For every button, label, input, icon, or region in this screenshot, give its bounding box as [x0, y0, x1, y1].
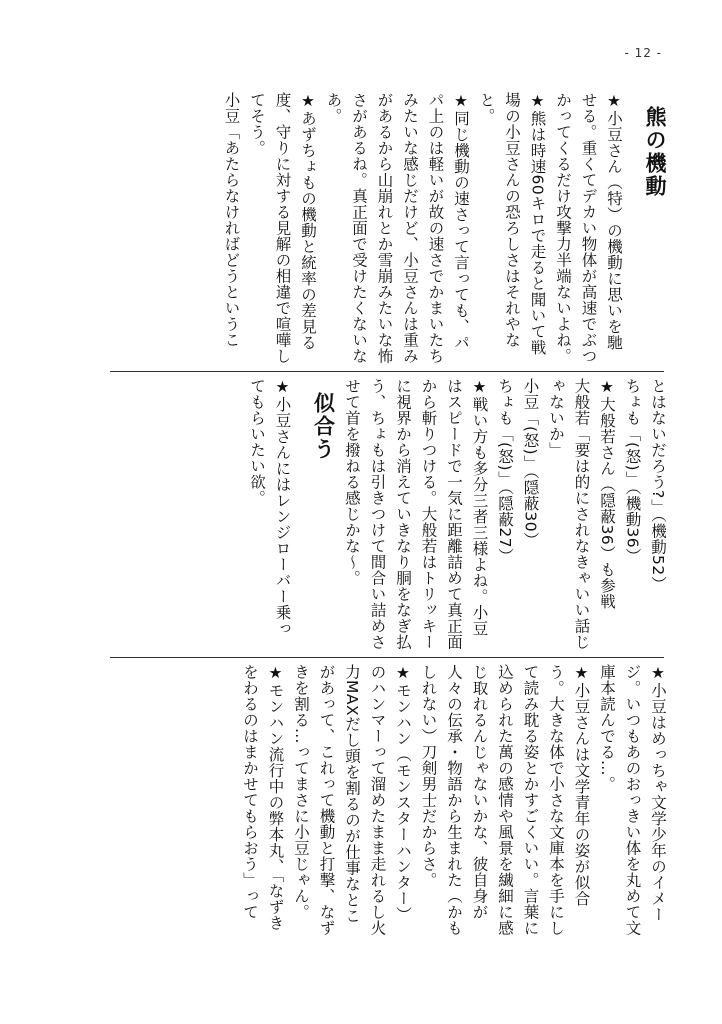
paragraph: ★あずちょもの機動と統率の差見る度、守りに対する見解の相違で喧嘩してそう。 [248, 92, 317, 364]
paragraph: ★小豆はめっちゃ文学少年のイメージ。いつもあのおっきい体を丸めて文庫本読んでる…。 [598, 664, 667, 936]
paragraph: ★大般若さん（隠蔽36）も参戦 [598, 378, 616, 610]
tier-2-text [110, 378, 670, 650]
tier-3 [110, 664, 670, 936]
paragraph: ちょも「(怒)」（機動36） [623, 378, 642, 565]
paragraph: とはないだろう?」（機動52） [649, 378, 667, 592]
tier-1 [110, 92, 670, 364]
paragraph: 大般若「要は的にされなきゃいい話じゃないか」 [547, 378, 591, 650]
tier-2 [110, 378, 670, 650]
paragraph: 小豆「(怒)」（隠蔽30） [521, 378, 540, 549]
paragraph: ちょも「(怒)」（隠蔽27） [496, 378, 514, 565]
tier-divider [110, 657, 664, 658]
paragraph: 小豆「あたらなければどうというこ [222, 92, 241, 348]
page-number: - 12 - [624, 46, 662, 60]
tier-3-text [110, 664, 670, 936]
paragraph: ★小豆さんにはレンジローバー乗ってもらいたい欲。 [248, 378, 292, 637]
tier-1-text [110, 92, 670, 364]
tier-divider [110, 371, 664, 372]
paragraph: ★熊は時速60キロで走ると聞いて戦場の小豆さんの恐ろしさはそれやなと。 [477, 92, 547, 356]
paragraph: ★モンハン（モンスターハンター）のハンマーって溜めたまま走れるし火力MAXだし頭を割るのが仕事なとこがあって、これって機動と打撃、なずきを割る…ってまさに小豆じゃん。 [292, 664, 412, 936]
paragraph: ★小豆さん（特）の機動に思いを馳せる。重くてデカい物体が高速でぶつかってくるだけ攻撃力半端ないよね。 [554, 92, 623, 364]
section-heading: 似合う [311, 392, 336, 461]
section-heading: 熊の機動 [643, 106, 667, 198]
paragraph: ★小豆さんは文学青年の姿が似合う。大きな体で小さな文庫本を手にして読み耽る姿とかすごくいい。言葉に込められた萬の感情や風景を繊細に感じ取れるんじゃないかな、彼自身が人々の伝承・物語から生まれた（かもしれない）刀剣男士だからさ。 [419, 664, 591, 936]
paragraph: ★戦い方も多分三者三様よね。小豆はスピードで一気に距離詰めて真正面から斬りつける。大般若はトリッキーに視界から消えていきなり胴をなぎ払う、ちょもは引きつけて間合い詰めさせて首を撥ねる感じかな〜。 [343, 378, 489, 650]
paragraph: ★同じ機動の速さって言っても、パパ上のは軽いが故の速さでかまいたちみたいな感じだけど、小豆さんは重みがあるから山崩れとか雪崩みたいな怖さがあるね。真正面で受けたくないなあ。 [324, 92, 470, 364]
paragraph: ★モンハン流行中の弊本丸、「なずきをわるのはまかせてもらおう」って [241, 664, 285, 931]
